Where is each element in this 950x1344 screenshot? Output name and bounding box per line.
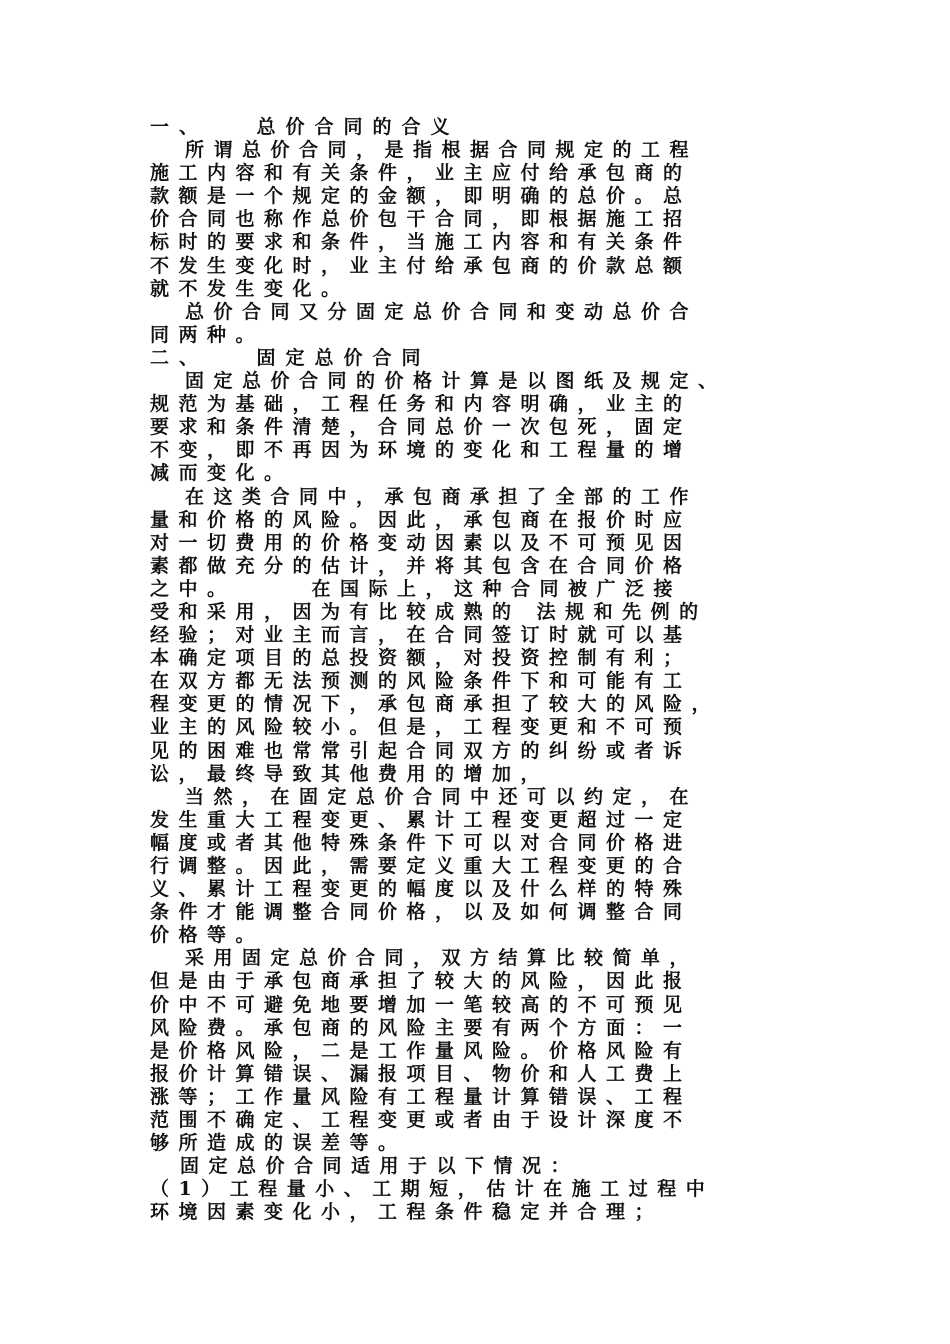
paragraph-line: 够所造成的误差等。 bbox=[150, 1132, 407, 1155]
paragraph-line: 义、累计工程变更的幅度以及什么样的特殊 bbox=[150, 878, 692, 901]
list-item: （1）工程量小、工期短，估计在施工过程中 bbox=[150, 1178, 715, 1201]
paragraph-line: 见的困难也常常引起合同双方的纠纷或者诉 bbox=[150, 739, 692, 762]
paragraph-line: 风险费。承包商的风险主要有两个方面：一 bbox=[150, 1016, 692, 1039]
paragraph-line: 当然，在固定总价合同中还可以约定，在 bbox=[185, 785, 699, 808]
paragraph-line: 行调整。因此，需要定义重大工程变更的合 bbox=[150, 855, 692, 877]
paragraph-line: 总价合同又分固定总价合同和变动总价合 bbox=[185, 300, 699, 323]
paragraph-line: 量和价格的风险。因此，承包商在报价时应 bbox=[150, 508, 692, 531]
paragraph-line: 不发生变化时，业主付给承包商的价款总额 bbox=[150, 254, 692, 277]
paragraph-line: 之中。 在国际上，这种合同被广泛接 bbox=[150, 577, 683, 600]
paragraph-line: 业主的风险较小。但是，工程变更和不可预 bbox=[150, 716, 692, 739]
paragraph-line: 同两种。 bbox=[150, 323, 265, 346]
paragraph-line: 所谓总价合同，是指根据合同规定的工程 bbox=[185, 139, 699, 162]
paragraph-line: 就不发生变化。 bbox=[150, 277, 350, 300]
paragraph-line: 对一切费用的价格变动因素以及不可预见因 bbox=[150, 531, 692, 554]
paragraph-line: 但是由于承包商承担了较大的风险，因此报 bbox=[150, 970, 692, 993]
paragraph-line: 讼，最终导致其他费用的增加， bbox=[150, 762, 550, 785]
paragraph-line: 施工内容和有关条件，业主应付给承包商的 bbox=[150, 162, 692, 185]
paragraph-line: 报价计算错误、漏报项目、物价和人工费上 bbox=[150, 1062, 692, 1085]
paragraph-line: 减而变化。 bbox=[150, 462, 293, 485]
paragraph-line: 本确定项目的总投资额，对投资控制有利； bbox=[150, 647, 692, 670]
paragraph-line: 标时的要求和条件，当施工内容和有关条件 bbox=[150, 231, 692, 254]
paragraph-line: 程变更的情况下，承包商承担了较大的风险， bbox=[150, 693, 721, 716]
paragraph-line: 在这类合同中，承包商承担了全部的工作 bbox=[185, 485, 699, 508]
paragraph-line: 是价格风险，二是工作量风险。价格风险有 bbox=[150, 1039, 692, 1062]
document-body bbox=[150, 116, 790, 1225]
paragraph-line: 价中不可避免地要增加一笔较高的不可预见 bbox=[150, 993, 692, 1016]
paragraph-line: 条件才能调整合同价格，以及如何调整合同 bbox=[150, 901, 692, 924]
paragraph-line: 价格等。 bbox=[150, 924, 265, 947]
paragraph-line: 价合同也称作总价包干合同，即根据施工招 bbox=[150, 208, 692, 231]
list-item: 环境因素变化小，工程条件稳定并合理； bbox=[150, 1201, 664, 1224]
paragraph-line: 不变，即不再因为环境的变化和工程量的增 bbox=[150, 439, 692, 462]
paragraph-line: 采用固定总价合同，双方结算比较简单， bbox=[185, 947, 699, 970]
paragraph-line: 幅度或者其他特殊条件下可以对合同价格进 bbox=[150, 831, 692, 854]
paragraph-line: 固定总价合同的价格计算是以图纸及规定、 bbox=[185, 370, 727, 393]
paragraph-line: 受和采用，因为有比较成熟的 法规和先例的 bbox=[150, 600, 708, 623]
paragraph-line: 经验；对业主而言，在合同签订时就可以基 bbox=[150, 624, 692, 647]
paragraph-line: 款额是一个规定的金额，即明确的总价。总 bbox=[150, 185, 692, 208]
paragraph-line: 涨等；工作量风险有工程量计算错误、工程 bbox=[150, 1085, 692, 1108]
paragraph-line: 在双方都无法预测的风险条件下和可能有工 bbox=[150, 670, 692, 693]
paragraph-line: 素都做充分的估计，并将其包含在合同价格 bbox=[150, 554, 692, 577]
section-heading-1: 一、 总价合同的合义 bbox=[150, 116, 460, 138]
paragraph-line: 要求和条件清楚，合同总价一次包死，固定 bbox=[150, 416, 692, 439]
paragraph-line: 固定总价合同适用于以下情况： bbox=[180, 1155, 580, 1178]
paragraph-line: 规范为基础，工程任务和内容明确，业主的 bbox=[150, 393, 692, 416]
paragraph-line: 发生重大工程变更、累计工程变更超过一定 bbox=[150, 808, 692, 831]
section-heading-2: 二、 固定总价合同 bbox=[150, 346, 431, 369]
paragraph-line: 范围不确定、工程变更或者由于设计深度不 bbox=[150, 1109, 692, 1132]
